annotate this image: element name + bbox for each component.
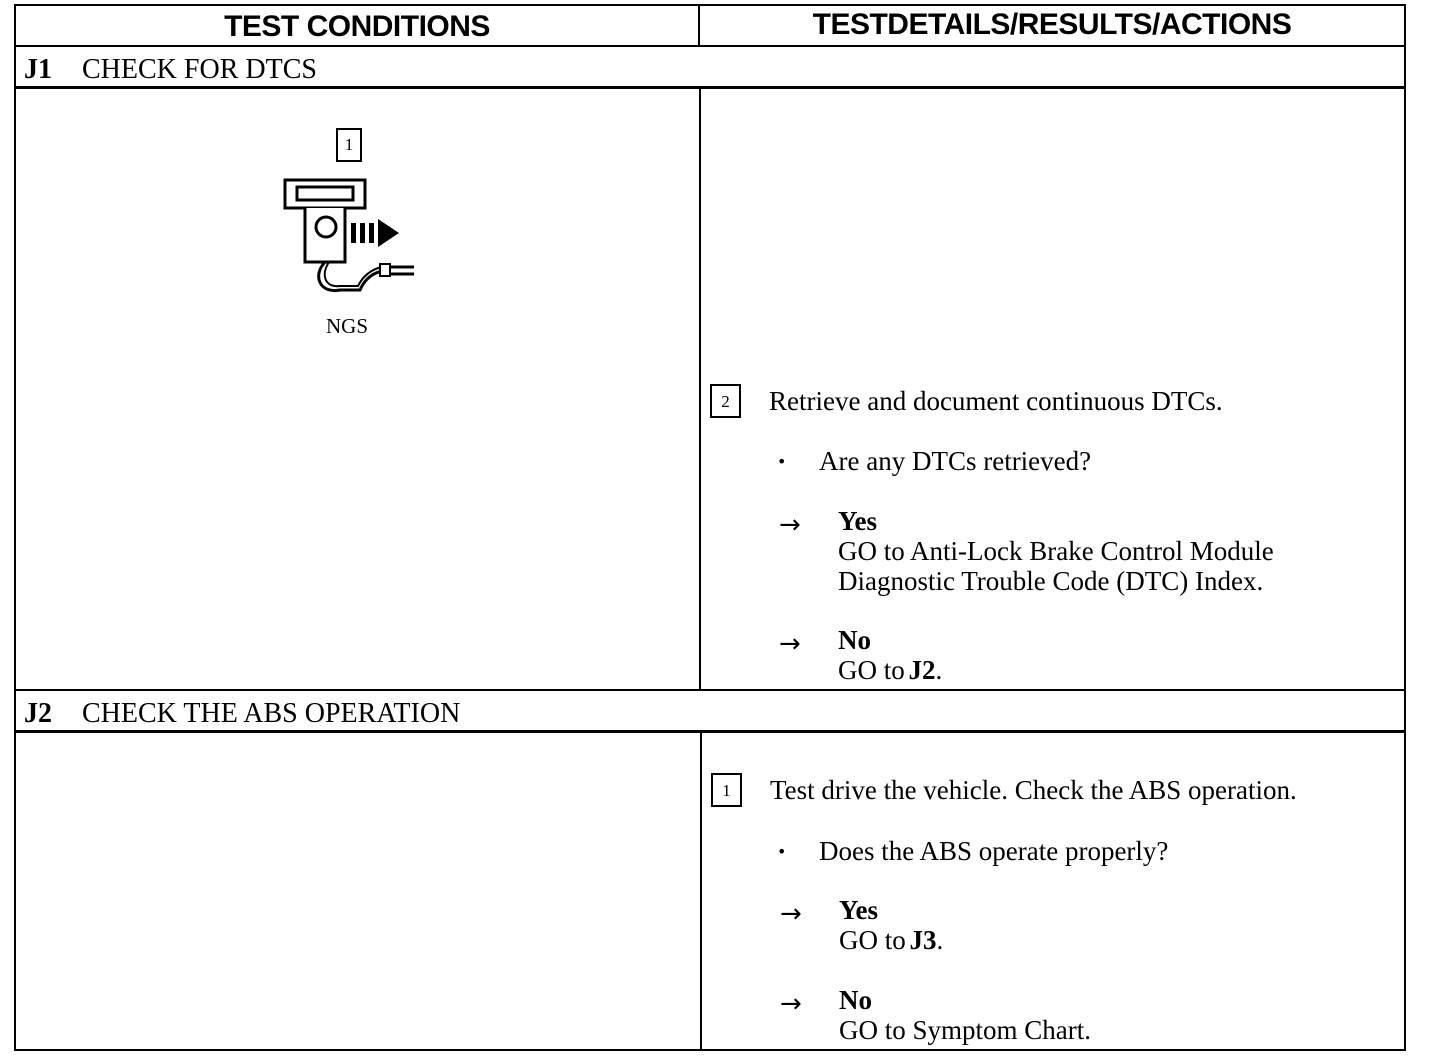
j2-question-bullet: • — [777, 842, 787, 861]
header-test-conditions: TEST CONDITIONS — [224, 10, 490, 43]
j1-column-divider — [699, 86, 701, 691]
j1-no-label: No — [838, 625, 871, 655]
header-test-details: TESTDETAILS/RESULTS/ACTIONS — [812, 8, 1292, 41]
j2-no-label: No — [839, 985, 872, 1015]
j2-no-arrow-icon: → — [780, 989, 802, 1019]
ngs-tool-label: NGS — [326, 314, 369, 338]
j1-title-bottom-border — [14, 86, 1406, 89]
table-bottom-border — [14, 1049, 1406, 1051]
j1-yes-label: Yes — [838, 506, 877, 536]
j2-step-number-box: 1 — [711, 773, 742, 807]
table-right-border — [1404, 4, 1406, 1051]
j1-question-bullet: • — [777, 452, 787, 471]
j1-tool-step-box: 1 — [336, 128, 362, 162]
j1-yes-arrow-icon: → — [779, 510, 801, 540]
j1-no-go-text: GO to — [838, 655, 905, 685]
header-bottom-border — [14, 45, 1406, 47]
j1-no-action — [838, 657, 942, 684]
j1-yes-action-line2: Diagnostic Trouble Code (DTC) Index. — [838, 566, 1264, 596]
j2-column-divider — [700, 730, 702, 1051]
j1-no-arrow-icon: → — [779, 629, 801, 659]
j1-question: Are any DTCs retrieved? — [819, 446, 1092, 476]
ngs-scan-tool-icon — [280, 176, 420, 296]
j2-yes-go-text: GO to — [839, 925, 906, 955]
section-j2-title — [24, 700, 460, 728]
section-j1-id: J1 — [24, 54, 52, 85]
j1-step-instruction: Retrieve and document continuous DTCs. — [769, 386, 1223, 416]
j2-yes-target-link[interactable]: J3 — [909, 925, 937, 955]
j2-question: Does the ABS operate properly? — [819, 836, 1169, 866]
j1-bottom-border — [14, 689, 1406, 691]
j2-yes-suffix: . — [936, 925, 944, 955]
j2-yes-action — [839, 927, 943, 954]
j1-yes-action-line1: GO to Anti-Lock Brake Control Module — [838, 536, 1274, 566]
j1-no-target-link[interactable]: J2 — [908, 655, 936, 685]
section-j1-title — [24, 56, 317, 84]
j2-step-instruction: Test drive the vehicle. Check the ABS operation. — [770, 775, 1297, 805]
table-left-border — [14, 4, 16, 1051]
j1-no-suffix: . — [935, 655, 943, 685]
table-top-border — [14, 4, 1406, 6]
j2-title-bottom-border — [14, 730, 1406, 733]
j2-yes-label: Yes — [839, 895, 878, 925]
section-j1-label: CHECK FOR DTCS — [82, 54, 317, 85]
j2-no-action: GO to Symptom Chart. — [839, 1015, 1092, 1045]
j1-step-number-box: 2 — [710, 384, 741, 418]
section-j2-id: J2 — [24, 698, 52, 729]
j2-yes-arrow-icon: → — [780, 899, 802, 929]
section-j2-label: CHECK THE ABS OPERATION — [82, 698, 461, 729]
